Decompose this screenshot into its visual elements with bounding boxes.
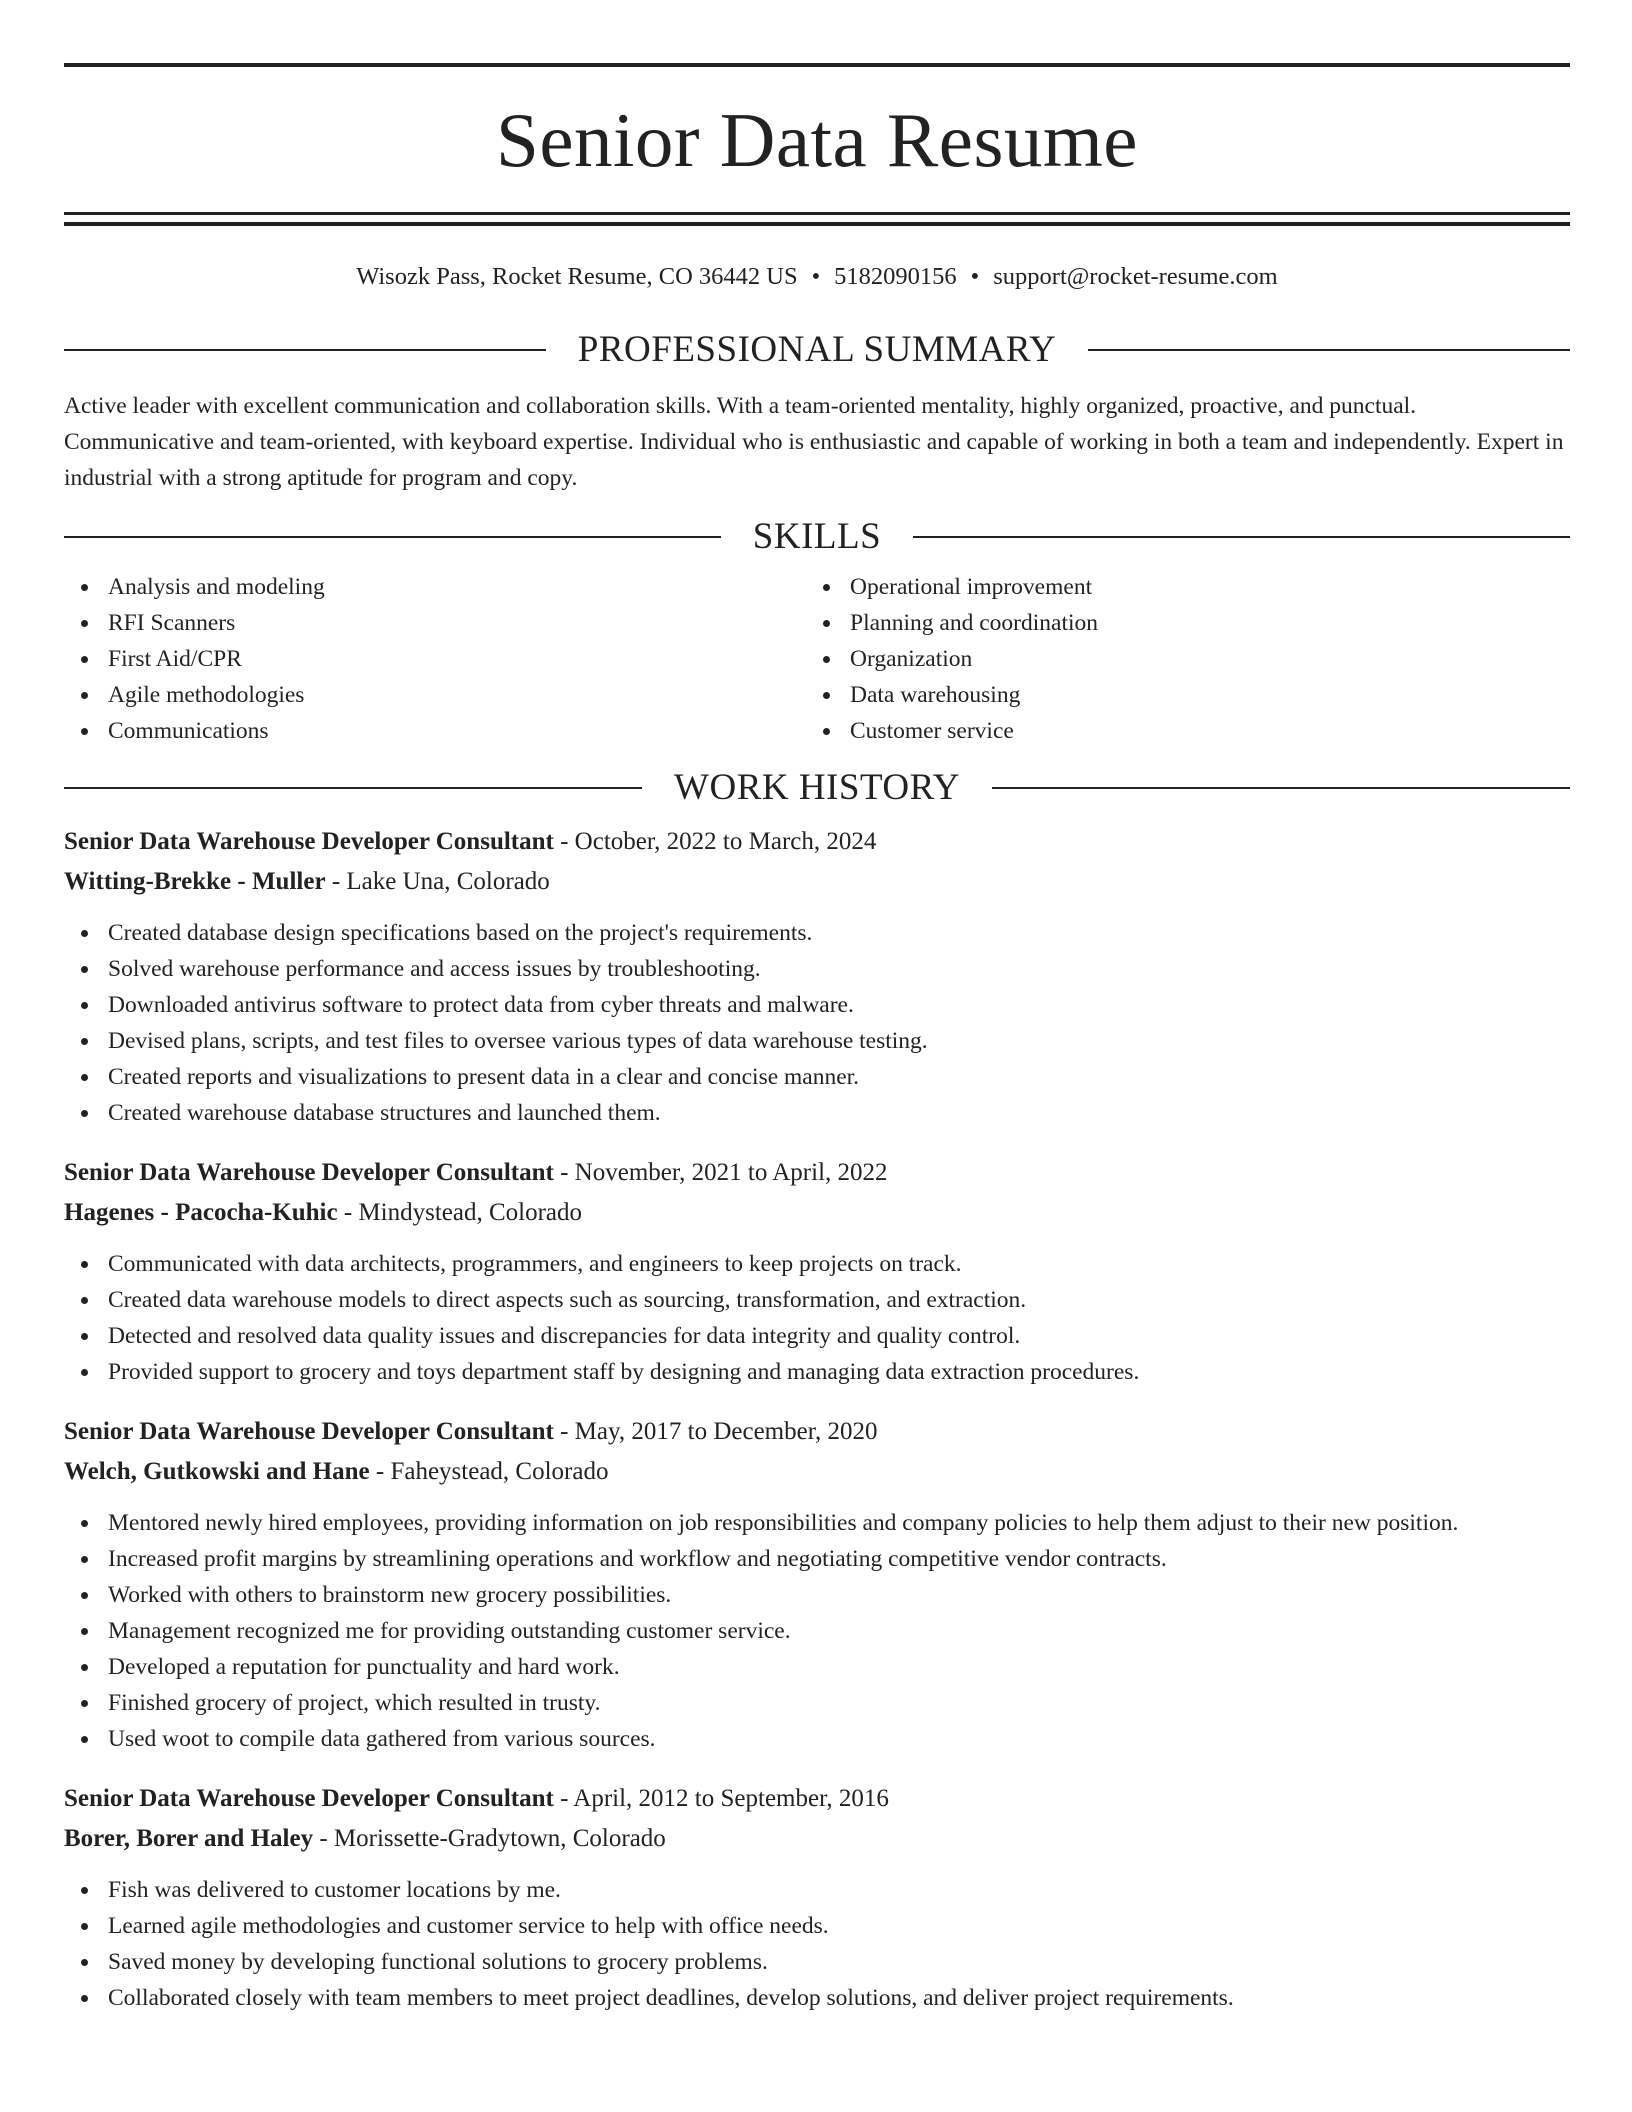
job-bullet: Developed a reputation for punctuality and hard work. — [64, 1649, 1570, 1685]
contact-email: support@rocket-resume.com — [993, 263, 1278, 290]
summary-section-heading — [64, 331, 1570, 368]
job-dates: - October, 2022 to March, 2024 — [553, 828, 877, 855]
job-title: Senior Data Warehouse Developer Consultant — [64, 1785, 554, 1812]
skill-item: Organization — [806, 641, 1548, 677]
heading-rule-right — [992, 787, 1570, 789]
job-bullet: Collaborated closely with team members to meet project deadlines, develop solutions, and deliver project requirements. — [64, 1980, 1570, 2016]
skill-item: Customer service — [806, 713, 1548, 749]
resume-title: Senior Data Resume — [496, 97, 1138, 183]
contact-line — [64, 262, 1570, 292]
job-company-line — [64, 1819, 1570, 1859]
job-title: Senior Data Warehouse Developer Consultant — [64, 828, 554, 855]
job-bullet-list — [64, 915, 1570, 1131]
job-bullet: Downloaded antivirus software to protect data from cyber threats and malware. — [64, 987, 1570, 1023]
job-location: - Morissette-Gradytown, Colorado — [313, 1825, 666, 1852]
heading-rule-right — [1088, 349, 1570, 351]
job-bullet: Fish was delivered to customer locations by me. — [64, 1872, 1570, 1908]
job-company-line — [64, 1193, 1570, 1233]
contact-phone: 5182090156 — [834, 263, 957, 290]
job-bullet: Saved money by developing functional solutions to grocery problems. — [64, 1944, 1570, 1980]
job-title: Senior Data Warehouse Developer Consultant — [64, 1418, 554, 1445]
job-bullet: Created data warehouse models to direct aspects such as sourcing, transformation, and extraction. — [64, 1282, 1570, 1318]
job-title-line — [64, 1412, 1570, 1452]
job-bullet-list — [64, 1505, 1570, 1757]
skill-item: Communications — [64, 713, 806, 749]
skills-columns — [64, 569, 1570, 749]
job-entry — [64, 822, 1570, 1131]
job-bullet: Used woot to compile data gathered from various sources. — [64, 1721, 1570, 1757]
job-location: - Lake Una, Colorado — [325, 868, 550, 895]
skill-item: Operational improvement — [806, 569, 1548, 605]
skill-item: Analysis and modeling — [64, 569, 806, 605]
job-entry — [64, 1412, 1570, 1757]
heading-rule-right — [913, 536, 1570, 538]
job-dates: - May, 2017 to December, 2020 — [553, 1418, 878, 1445]
job-company: Welch, Gutkowski and Hane — [64, 1458, 370, 1485]
job-bullet: Provided support to grocery and toys department staff by designing and managing data extraction procedures. — [64, 1354, 1570, 1390]
job-title-line — [64, 822, 1570, 862]
job-bullet-list — [64, 1872, 1570, 2016]
job-location: - Faheystead, Colorado — [369, 1458, 609, 1485]
skill-item: RFI Scanners — [64, 605, 806, 641]
top-rule — [64, 63, 1570, 67]
job-company: Witting-Brekke - Muller — [64, 868, 326, 895]
job-company-line — [64, 862, 1570, 902]
summary-text: Active leader with excellent communication and collaboration skills. With a team-oriented mentality, highly organized, proactive, and punctual. Communicative and team-oriented, with keyboard expertise. Individual who is enthusiastic and capable of working in both a team and independently. Expert in industrial with a strong aptitude for program and copy. — [64, 393, 1564, 491]
job-title-line — [64, 1779, 1570, 1819]
heading-rule-left — [64, 536, 721, 538]
job-location: - Mindystead, Colorado — [337, 1199, 583, 1226]
job-dates: - April, 2012 to September, 2016 — [553, 1785, 889, 1812]
job-bullet: Finished grocery of project, which resulted in trusty. — [64, 1685, 1570, 1721]
job-bullet: Detected and resolved data quality issues and discrepancies for data integrity and quality control. — [64, 1318, 1570, 1354]
skills-list-left — [64, 569, 806, 749]
job-bullet: Communicated with data architects, programmers, and engineers to keep projects on track. — [64, 1246, 1570, 1282]
skill-item: Data warehousing — [806, 677, 1548, 713]
skill-item: Agile methodologies — [64, 677, 806, 713]
job-company-line — [64, 1452, 1570, 1492]
skills-list-right — [806, 569, 1548, 749]
job-bullet-list — [64, 1246, 1570, 1390]
job-bullet: Created reports and visualizations to present data in a clear and concise manner. — [64, 1059, 1570, 1095]
job-title-line — [64, 1153, 1570, 1193]
title-double-rule — [64, 212, 1570, 226]
job-bullet: Worked with others to brainstorm new grocery possibilities. — [64, 1577, 1570, 1613]
job-bullet: Mentored newly hired employees, providing information on job responsibilities and company policies to help them adjust to their new position. — [64, 1505, 1570, 1541]
job-bullet: Solved warehouse performance and access issues by troubleshooting. — [64, 951, 1570, 987]
skills-heading-label: SKILLS — [752, 516, 882, 557]
job-bullet: Increased profit margins by streamlining operations and workflow and negotiating competitive vendor contracts. — [64, 1541, 1570, 1577]
contact-separator: • — [811, 263, 821, 290]
skills-section-heading — [64, 518, 1570, 555]
skill-item: Planning and coordination — [806, 605, 1548, 641]
contact-address: Wisozk Pass, Rocket Resume, CO 36442 US — [356, 263, 798, 290]
job-bullet: Management recognized me for providing outstanding customer service. — [64, 1613, 1570, 1649]
work-heading-label: WORK HISTORY — [674, 767, 960, 808]
job-bullet: Devised plans, scripts, and test files to oversee various types of data warehouse testing. — [64, 1023, 1570, 1059]
job-entry — [64, 1779, 1570, 2016]
job-dates: - November, 2021 to April, 2022 — [553, 1159, 888, 1186]
work-section-heading — [64, 769, 1570, 806]
contact-separator: • — [970, 263, 980, 290]
job-bullet: Learned agile methodologies and customer service to help with office needs. — [64, 1908, 1570, 1944]
job-bullet: Created database design specifications based on the project's requirements. — [64, 915, 1570, 951]
resume-page — [64, 0, 1570, 2016]
job-company: Borer, Borer and Haley — [64, 1825, 314, 1852]
job-company: Hagenes - Pacocha-Kuhic — [64, 1199, 338, 1226]
summary-heading-label: PROFESSIONAL SUMMARY — [577, 329, 1057, 370]
heading-rule-left — [64, 787, 642, 789]
job-entry — [64, 1153, 1570, 1390]
skill-item: First Aid/CPR — [64, 641, 806, 677]
heading-rule-left — [64, 349, 546, 351]
job-bullet: Created warehouse database structures and launched them. — [64, 1095, 1570, 1131]
job-title: Senior Data Warehouse Developer Consultant — [64, 1159, 554, 1186]
